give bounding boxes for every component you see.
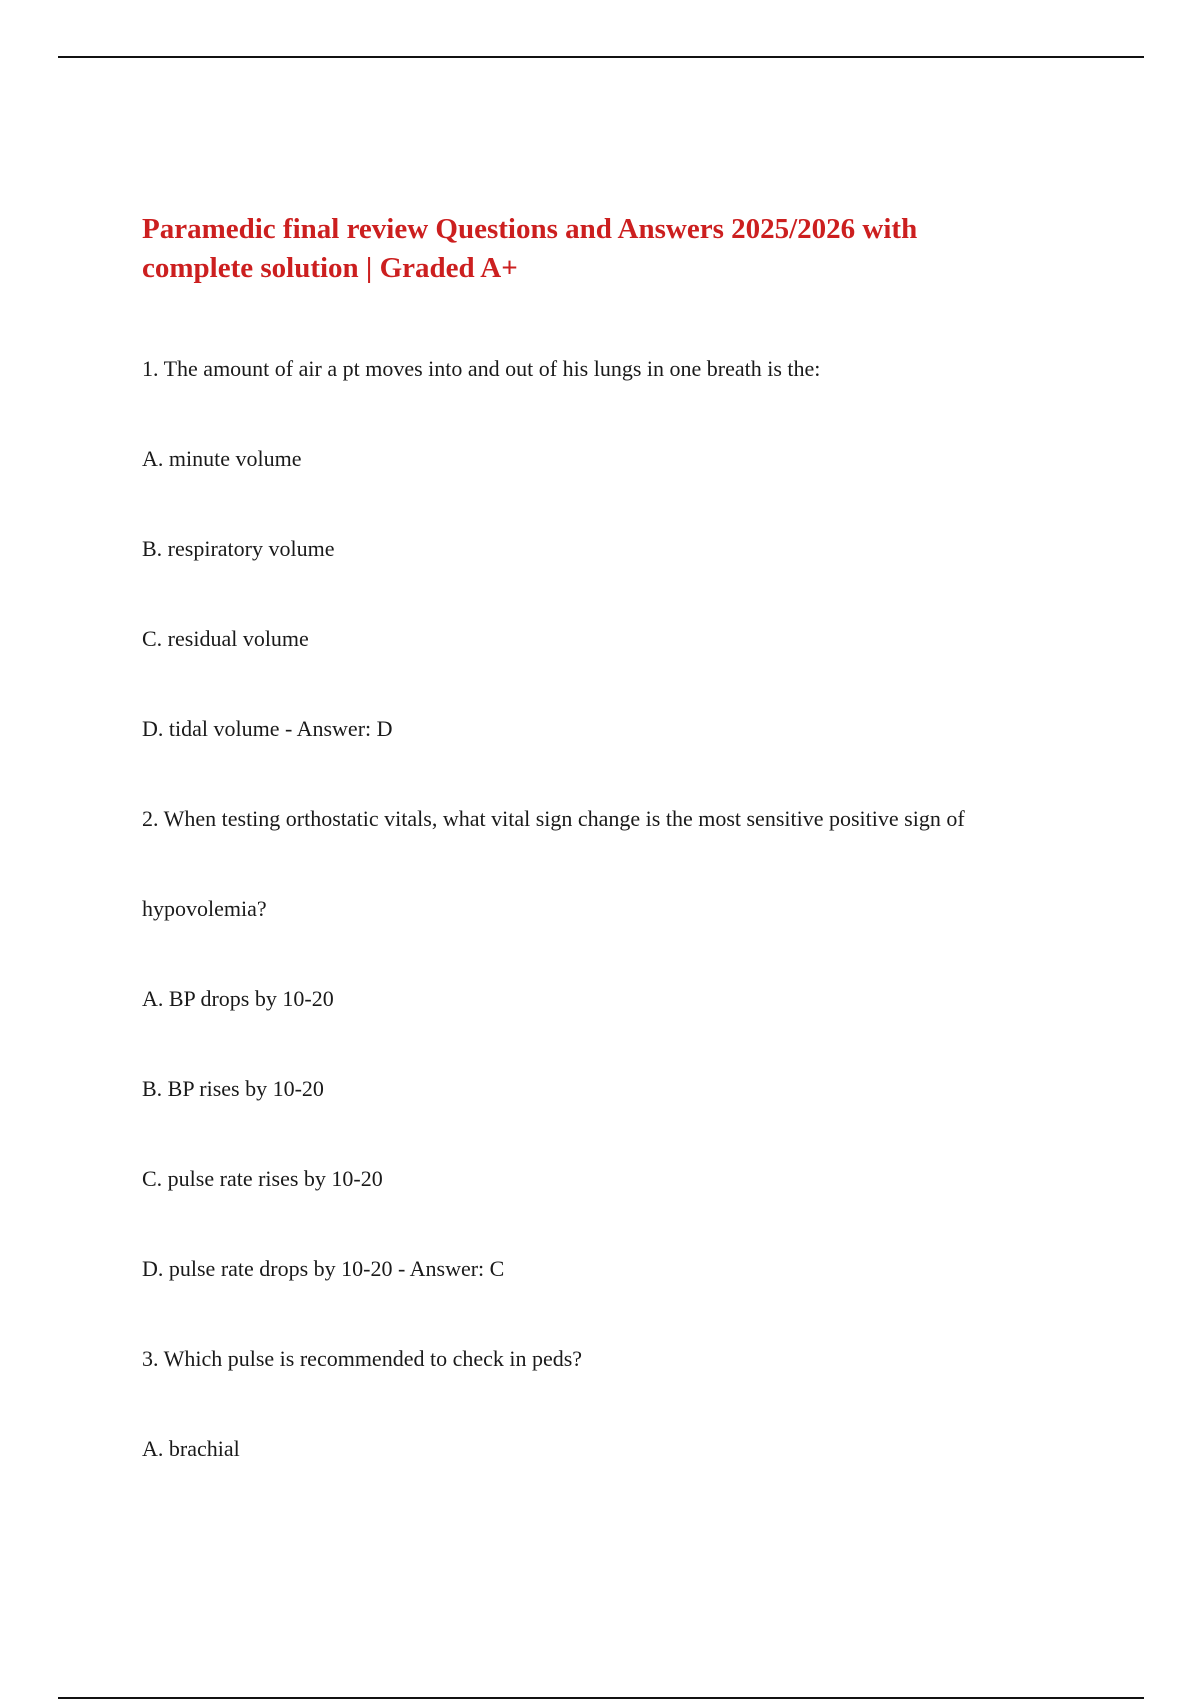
question-3-option-a: A. brachial xyxy=(142,1436,240,1461)
question-2-option-b: B. BP rises by 10-20 xyxy=(142,1076,324,1101)
question-2-text: 2. When testing orthostatic vitals, what vital sign change is the most sensitive positive sign of xyxy=(142,806,965,831)
question-1-option-d-answer: D. tidal volume - Answer: D xyxy=(142,716,393,741)
question-3-text: 3. Which pulse is recommended to check in peds? xyxy=(142,1346,583,1371)
bottom-rule xyxy=(58,1697,1144,1699)
question-2-option-a: A. BP drops by 10-20 xyxy=(142,986,334,1011)
question-1-text: 1. The amount of air a pt moves into and out of his lungs in one breath is the: xyxy=(142,356,821,381)
title-line-2: complete solution | Graded A+ xyxy=(142,252,518,284)
question-1-option-b: B. respiratory volume xyxy=(142,536,335,561)
document-title xyxy=(142,210,1042,288)
title-line-1: Paramedic final review Questions and Answers 2025/2026 with xyxy=(142,213,918,245)
top-rule xyxy=(58,56,1144,58)
question-2-option-c: C. pulse rate rises by 10-20 xyxy=(142,1166,383,1191)
question-1-option-a: A. minute volume xyxy=(142,446,302,471)
question-2-text-continued: hypovolemia? xyxy=(142,896,267,921)
question-2-option-d-answer: D. pulse rate drops by 10-20 - Answer: C xyxy=(142,1256,505,1281)
question-1-option-c: C. residual volume xyxy=(142,626,309,651)
